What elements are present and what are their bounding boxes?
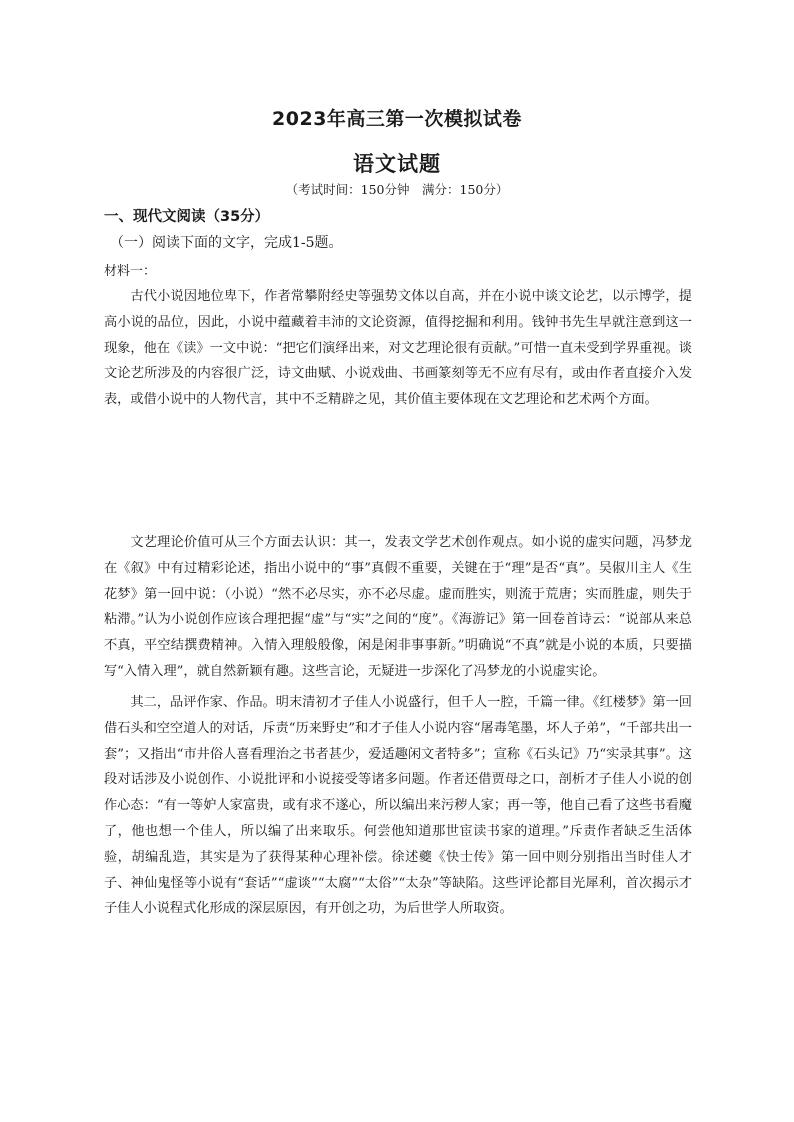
subject-title: 语文试题 — [353, 152, 441, 176]
paragraph-2: 文艺理论价值可从三个方面去认识：其一，发表文学艺术创作观点。如小说的虚实问题，冯梦龙在《叙》中有过精彩论述，指出小说中的“事”真假不重要，关键在于“理”是否“真”。吴俶川主人《生花梦》第一回中说：（小说）“然不必尽实，亦不必尽虚。虚而胜实，则流于荒唐；实而胜虚，则失于粘滞。”认为小说创作应该合理把握“虚”与“实”之间的“度”。《海游记》第一回卷首诗云：“说部从来总不真，平空结撰费精神。入情入理般般像，闲是闲非事事新。”明确说“不真”就是小说的本质，只要描写“入情入理”，就自然新颖有趣。这些言论，无疑进一步深化了冯梦龙的小说虚实论。 — [104, 535, 692, 679]
exam-info: （考试时间：150分钟 满分：150分） — [285, 182, 509, 197]
material-label: 材料一： — [104, 264, 157, 279]
part-heading: （一）阅读下面的文字，完成1-5题。 — [110, 235, 343, 251]
section-heading: 一、现代文阅读（35分） — [104, 209, 270, 225]
paragraph-1: 古代小说因地位卑下，作者常攀附经史等强势文体以自高，并在小说中谈文论艺，以示博学，提高小说的品位，因此，小说中蕴藏着丰沛的文论资源，值得挖掘和利用。钱钟书先生早就注意到这一现象，他在《读》一文中说：“把它们演绎出来，对文艺理论很有贡献。”可惜一直未受到学界重视。谈文论艺所涉及的内容很广泛，诗文曲赋、小说戏曲、书画篆刻等无不应有尽有，或由作者直接介入发表，或借小说中的人物代言，其中不乏精辟之见，其价值主要体现在文艺理论和艺术两个方面。 — [104, 289, 692, 408]
paragraph-3: 其二，品评作家、作品。明末清初才子佳人小说盛行，但千人一腔，千篇一律。《红楼梦》第一回借石头和空空道人的对话，斥责“历来野史”和才子佳人小说内容“屠毒笔墨，坏人子弟”，“千部共出一套”；又指出“市井俗人喜看理治之书者甚少，爱适趣闲文者特多”；宣称《石头记》乃“实录其事”。这段对话涉及小说创作、小说批评和小说接受等诸多问题。作者还借贾母之口，剖析才子佳人小说的创作心态：“有一等妒人家富贵，或有求不遂心，所以编出来污秽人家；再一等，他自己看了这些书看魔了，他也想一个佳人，所以编了出来取乐。何尝他知道那世宦读书家的道理。”斥责作者缺乏生活体验，胡编乱造，其实是为了获得某种心理补偿。徐述夔《快士传》第一回中则分别指出当时佳人才子、神仙鬼怪等小说有“套话”“虚谈”“太腐”“太俗”“太杂”等缺陷。这些评论都目光犀利，首次揭示才子佳人小说程式化形成的深层原因，有开创之功，为后世学人所取资。 — [104, 695, 692, 917]
exam-title: 2023年高三第一次模拟试卷 — [272, 108, 522, 130]
